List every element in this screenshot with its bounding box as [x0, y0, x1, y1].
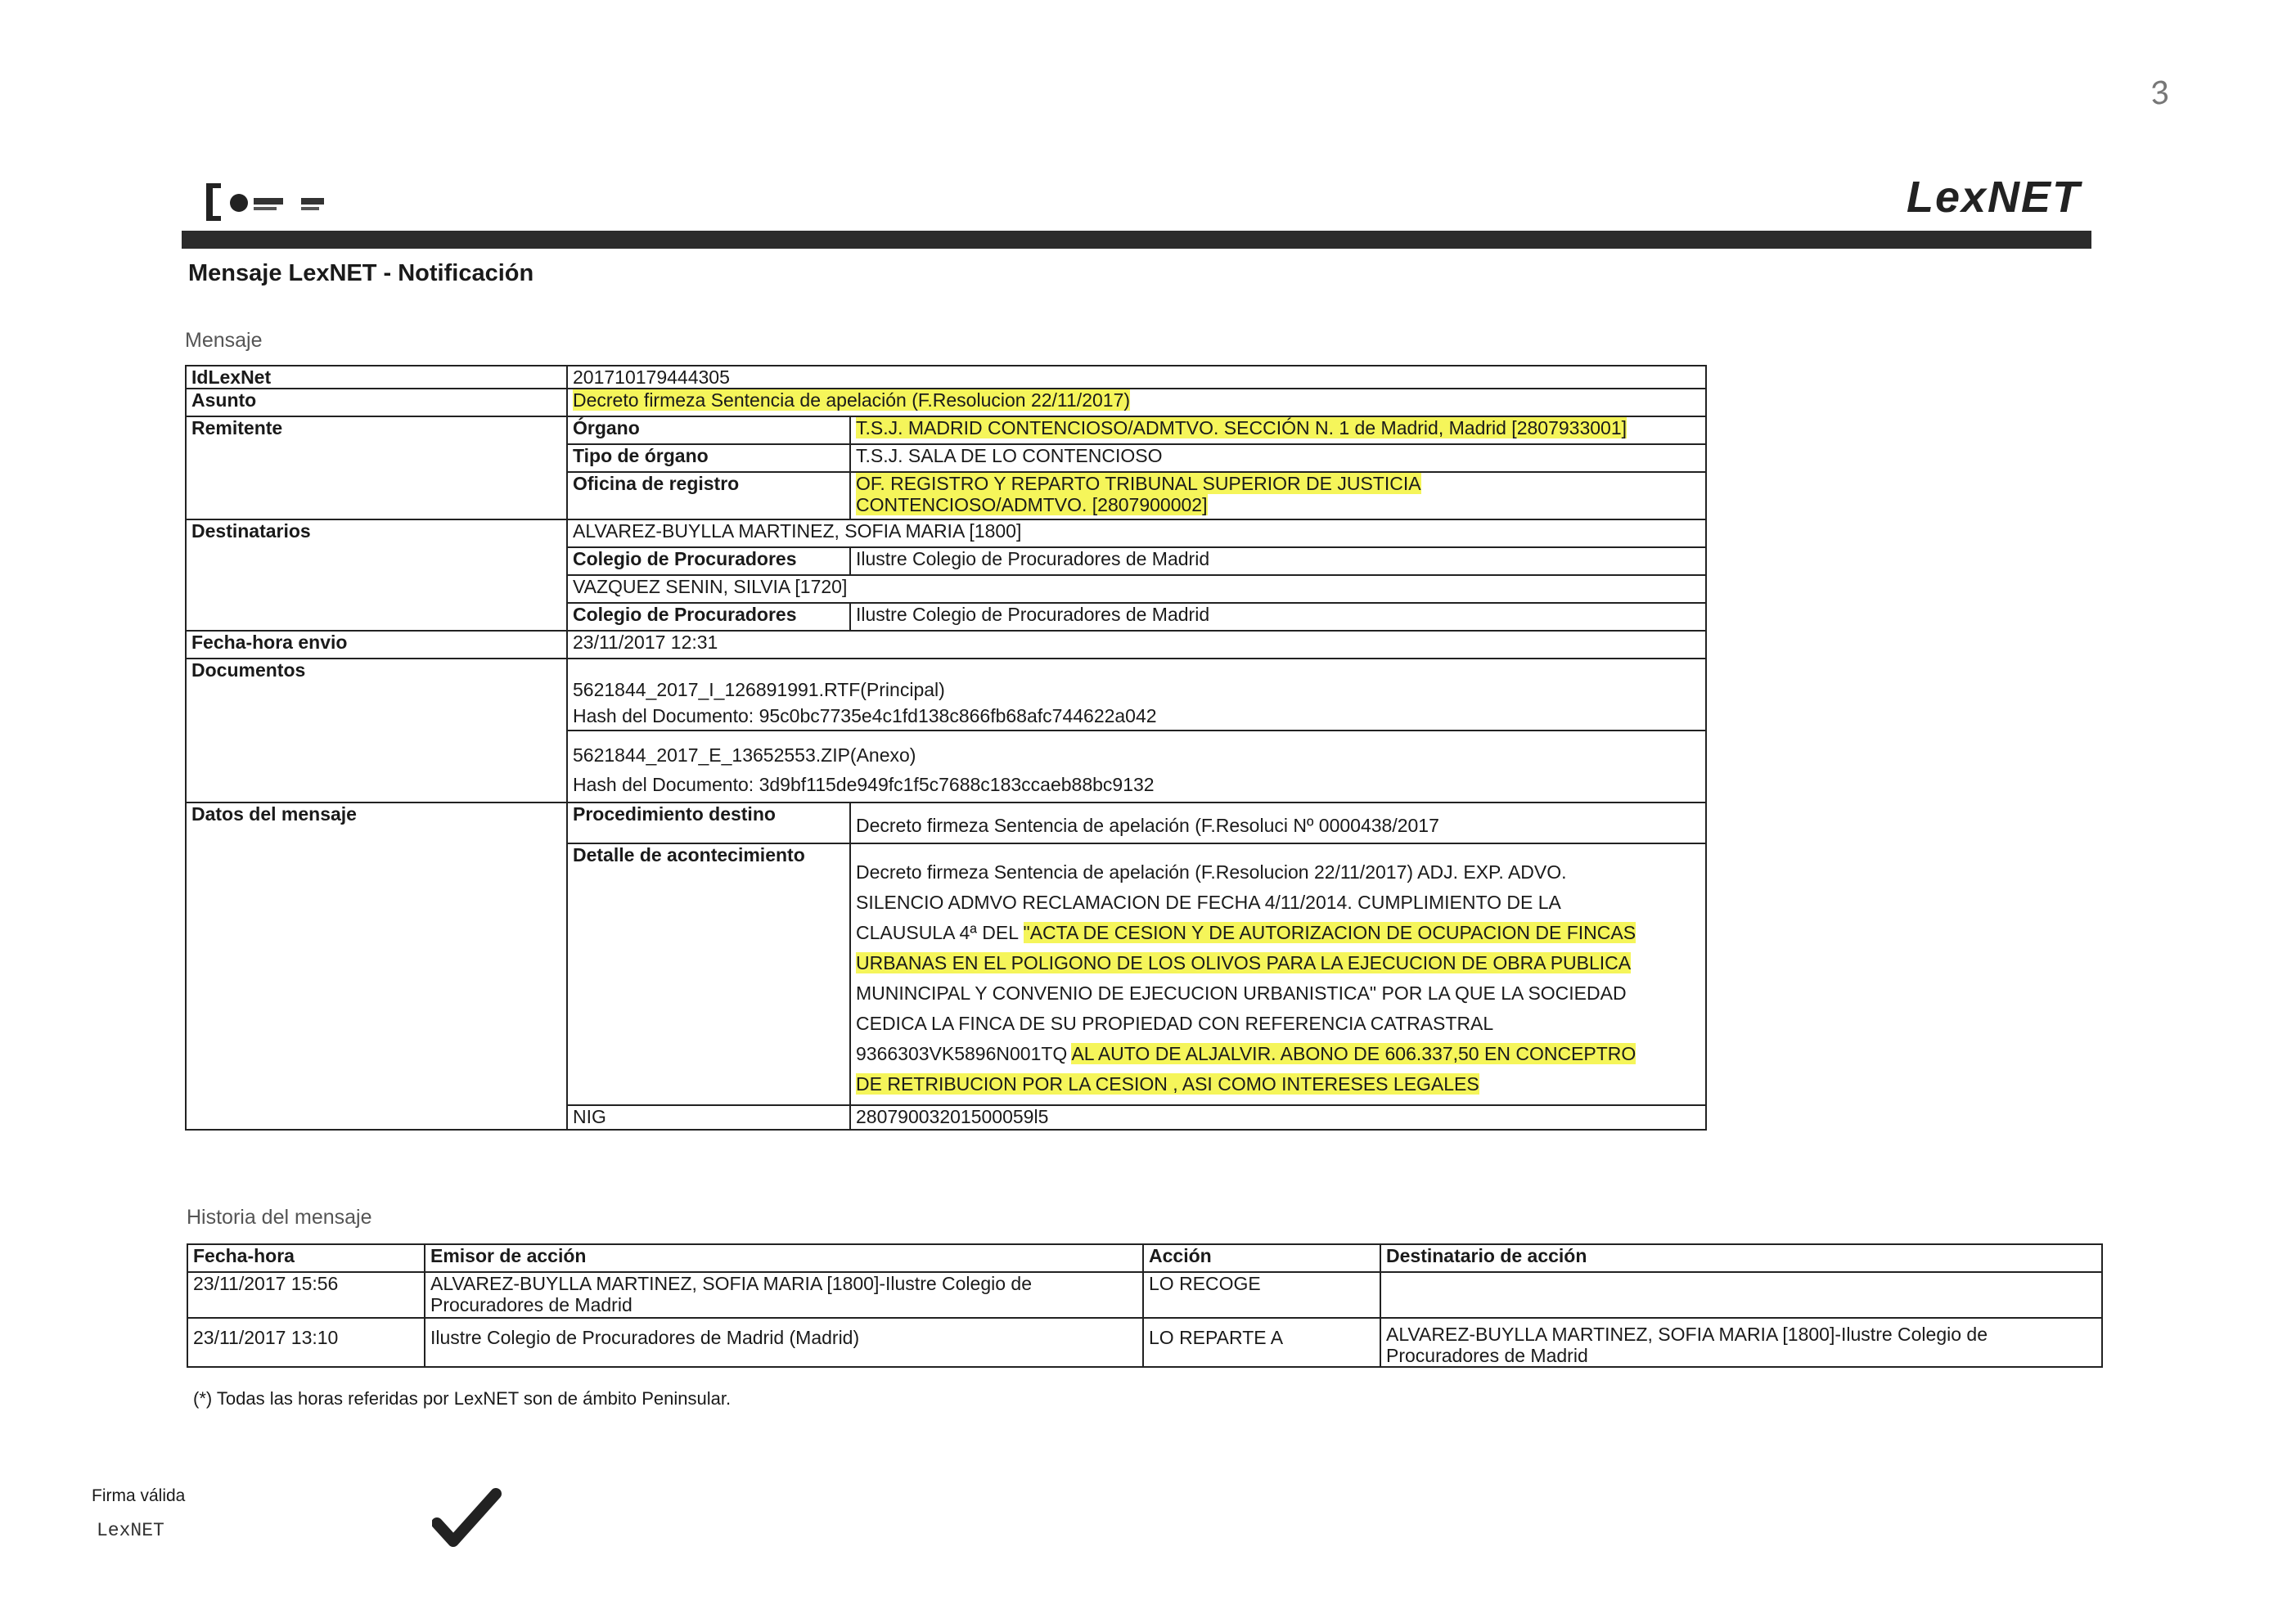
message-table: [185, 365, 1707, 1131]
asunto-label: Asunto: [186, 389, 567, 416]
destinatario-1-colegio: Ilustre Colegio de Procuradores de Madrid: [850, 547, 1706, 575]
history-fecha: 23/11/2017 13:10: [187, 1318, 425, 1367]
idlexnet-value: 201710179444305: [567, 366, 1706, 389]
detalle-line: SILENCIO ADMVO RECLAMACION DE FECHA 4/11/2014. CUMPLIMIENTO DE LA: [856, 892, 1561, 913]
datos-mensaje-label: Datos del mensaje: [186, 803, 567, 1130]
documento-2-name: 5621844_2017_E_13652553.ZIP(Anexo): [573, 744, 916, 766]
page-title: Mensaje LexNET - Notificación: [188, 260, 534, 286]
government-logo-icon: [205, 178, 376, 226]
section-label-historia: Historia del mensaje: [187, 1206, 372, 1229]
documento-1-name: 5621844_2017_I_126891991.RTF(Principal): [573, 679, 945, 700]
lexnet-logo: LexNET: [1907, 173, 2082, 222]
section-label-mensaje: Mensaje: [185, 329, 263, 352]
destinatario-2-colegio: Ilustre Colegio de Procuradores de Madrid: [850, 603, 1706, 631]
remitente-label: Remitente: [186, 416, 567, 519]
oficina-value-1: OF. REGISTRO Y REPARTO TRIBUNAL SUPERIOR DE JUSTICIA: [856, 473, 1421, 494]
destinatarios-label: Destinatarios: [186, 519, 567, 631]
history-fecha: 23/11/2017 15:56: [187, 1272, 425, 1318]
documento-1-hash: Hash del Documento: 95c0bc7735e4c1fd138c866fb68afc744622a042: [573, 705, 1157, 726]
idlexnet-label: IdLexNet: [186, 366, 567, 389]
nig-label: NIG: [567, 1105, 850, 1130]
tipo-organo-value: T.S.J. SALA DE LO CONTENCIOSO: [850, 444, 1706, 472]
checkmark-icon: [432, 1487, 506, 1553]
history-destinatario: ALVAREZ-BUYLLA MARTINEZ, SOFIA MARIA [1800]-Ilustre Colegio de: [1386, 1324, 1988, 1345]
history-header-fecha: Fecha-hora: [187, 1244, 425, 1272]
history-header-destinatario: Destinatario de acción: [1380, 1244, 2102, 1272]
table-row: [187, 1318, 2102, 1367]
detalle-line: CEDICA LA FINCA DE SU PROPIEDAD CON REFERENCIA CATRASTRAL: [856, 1013, 1494, 1034]
detalle-label: Detalle de acontecimiento: [567, 843, 850, 1105]
fecha-envio-value: 23/11/2017 12:31: [567, 631, 1706, 659]
detalle-line-highlight: "ACTA DE CESION Y DE AUTORIZACION DE OCUPACION DE FINCAS: [1023, 922, 1636, 943]
history-emisor: Ilustre Colegio de Procuradores de Madrid (Madrid): [430, 1327, 860, 1348]
asunto-value: Decreto firmeza Sentencia de apelación (F.Resolucion 22/11/2017): [573, 389, 1131, 411]
oficina-label: Oficina de registro: [567, 472, 850, 519]
documentos-label: Documentos: [186, 659, 567, 803]
fecha-envio-label: Fecha-hora envio: [186, 631, 567, 659]
history-emisor: ALVAREZ-BUYLLA MARTINEZ, SOFIA MARIA [1800]-Ilustre Colegio de: [430, 1273, 1033, 1294]
detalle-line-highlight: AL AUTO DE ALJALVIR. ABONO DE 606.337,50 EN CONCEPTRO: [1071, 1043, 1636, 1064]
detalle-line: MUNINCIPAL Y CONVENIO DE EJECUCION URBANISTICA" POR LA QUE LA SOCIEDAD: [856, 982, 1627, 1004]
history-header-emisor: Emisor de acción: [425, 1244, 1143, 1272]
destinatario-1-name: ALVAREZ-BUYLLA MARTINEZ, SOFIA MARIA [1800]: [567, 519, 1706, 547]
detalle-line-highlight: URBANAS EN EL POLIGONO DE LOS OLIVOS PARA LA EJECUCION DE OBRA PUBLICA: [856, 952, 1632, 973]
colegio-label-1: Colegio de Procuradores: [567, 547, 850, 575]
history-accion: LO RECOGE: [1143, 1272, 1380, 1318]
tipo-organo-label: Tipo de órgano: [567, 444, 850, 472]
detalle-line: Decreto firmeza Sentencia de apelación (F.Resolucion 22/11/2017) ADJ. EXP. ADVO.: [856, 861, 1567, 883]
detalle-value: [850, 843, 1706, 1105]
colegio-label-2: Colegio de Procuradores: [567, 603, 850, 631]
destinatario-2-name: VAZQUEZ SENIN, SILVIA [1720]: [567, 575, 1706, 603]
nig-value: 28079003201500059l5: [850, 1105, 1706, 1130]
header-bar: [182, 231, 2091, 249]
history-emisor-cont: Procuradores de Madrid: [430, 1294, 633, 1315]
oficina-value-2: CONTENCIOSO/ADMTVO. [2807900002]: [856, 494, 1208, 515]
firma-label: Firma válida: [92, 1486, 186, 1505]
page-number-mark: 3: [2146, 74, 2172, 113]
procedimiento-value: Decreto firmeza Sentencia de apelación (F.Resoluci Nº 0000438/2017: [850, 803, 1706, 843]
procedimiento-label: Procedimiento destino: [567, 803, 850, 843]
detalle-line: 9366303VK5896N001TQ: [856, 1043, 1072, 1064]
history-table: [187, 1243, 2103, 1368]
organo-label: Órgano: [567, 416, 850, 444]
footnote: (*) Todas las horas referidas por LexNET son de ámbito Peninsular.: [193, 1388, 732, 1409]
detalle-line-highlight: DE RETRIBUCION POR LA CESION , ASI COMO INTERESES LEGALES: [856, 1073, 1479, 1095]
detalle-line: CLAUSULA 4ª DEL: [856, 922, 1024, 943]
history-header-accion: Acción: [1143, 1244, 1380, 1272]
history-destinatario-cont: Procuradores de Madrid: [1386, 1345, 1588, 1366]
documento-2-hash: Hash del Documento: 3d9bf115de949fc1f5c7688c183ccaeb88bc9132: [573, 774, 1155, 795]
firma-system: LexNET: [97, 1520, 164, 1541]
table-row: [187, 1272, 2102, 1318]
history-accion: LO REPARTE A: [1143, 1318, 1380, 1367]
organo-value: T.S.J. MADRID CONTENCIOSO/ADMTVO. SECCIÓN N. 1 de Madrid, Madrid [2807933001]: [856, 417, 1627, 438]
